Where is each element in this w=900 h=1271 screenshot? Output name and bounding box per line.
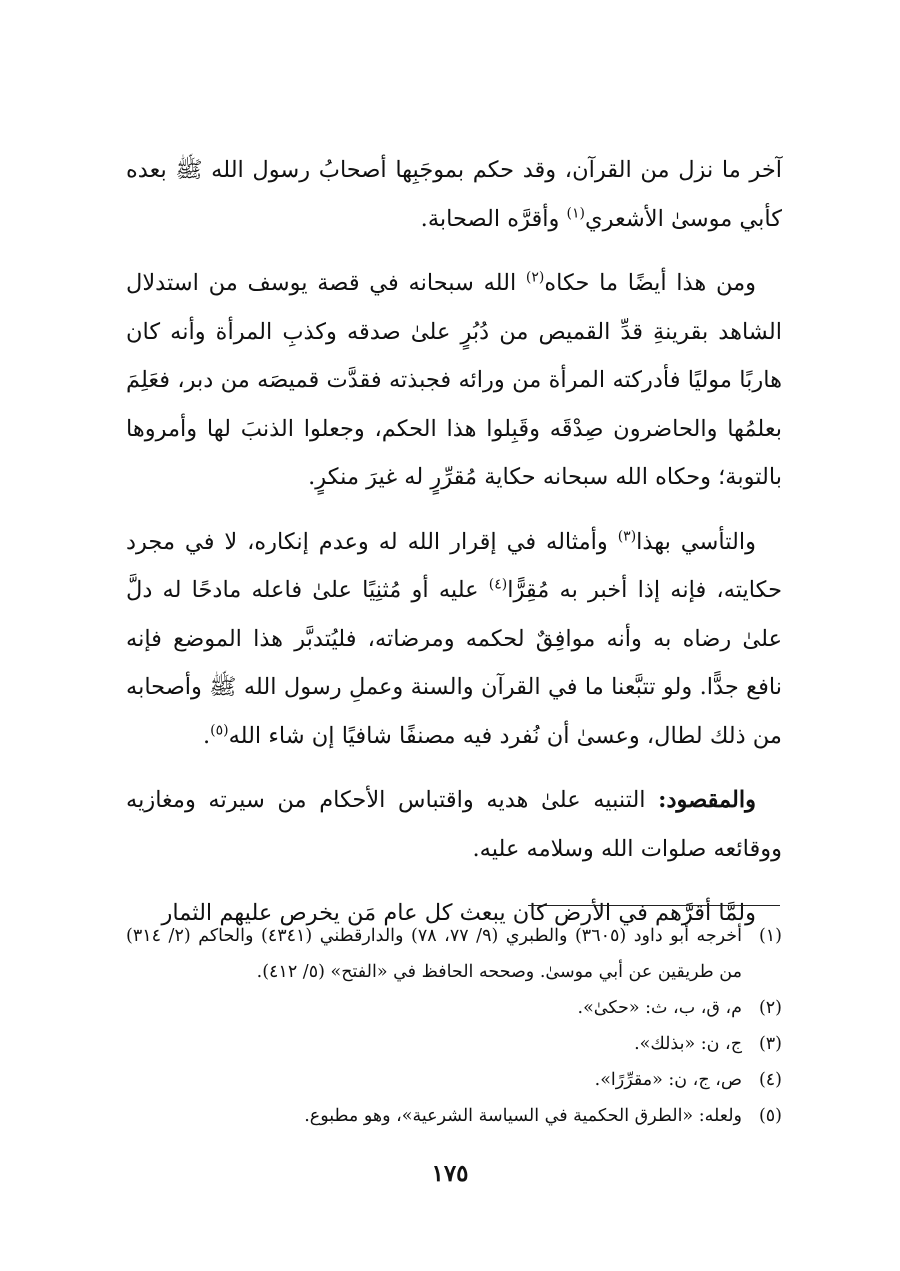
footnote-number: (٥) bbox=[758, 1106, 782, 1126]
footnote-ref-1: (١) bbox=[566, 205, 585, 221]
footnotes bbox=[126, 918, 782, 1134]
page-number: ١٧٥ bbox=[431, 1160, 469, 1187]
text-run: وأقرَّه الصحابة. bbox=[420, 205, 567, 232]
footnote-4 bbox=[126, 1062, 782, 1098]
text-run: عليه أو مُثنِيًا علىٰ فاعله مادحًا له دلَّ علىٰ رضاه به وأنه موافِقٌ لحكمه ومرضاته، فليُتدبَّر هذا الموضع فإنه نافع جدًّا. ولو تتبَّعنا ما في القرآن والسنة وعملِ رسول الله ﷺ وأصحابه من ذلك لطال، وعسىٰ أن نُفرد فيه مصنفًا شافيًا إن شاء الله bbox=[126, 577, 782, 749]
text-run: التنبيه علىٰ هديه واقتباس الأحكام من سيرته ومغازيه ووقائعه صلوات الله وسلامه عليه. bbox=[126, 787, 782, 862]
text-run: وأمثاله في إقرار الله له وعدم إنكاره، لا في مجرد حكايته، فإنه إذا أخبر به مُقِرًّا bbox=[126, 528, 782, 603]
footnote-text: ص، ج، ن: «مقرِّرًا». bbox=[594, 1070, 742, 1090]
footnote-text: ج، ن: «بذلك». bbox=[634, 1034, 742, 1054]
footnote-text: ولعله: «الطرق الحكمية في السياسة الشرعية»، وهو مطبوع. bbox=[304, 1106, 742, 1126]
paragraph-lead: والمقصود: bbox=[658, 787, 756, 813]
footnote-5 bbox=[126, 1098, 782, 1134]
paragraph-3 bbox=[126, 518, 782, 761]
main-text bbox=[126, 146, 782, 954]
text-run: آخر ما نزل من القرآن، وقد حكم بموجَبِها أصحابُ رسول الله ﷺ بعده كأبي موسىٰ الأشعري bbox=[126, 157, 782, 232]
text-run: والتأسي بهذا bbox=[636, 528, 757, 555]
paragraph-2 bbox=[126, 259, 782, 502]
footnote-1 bbox=[126, 918, 782, 990]
footnote-2 bbox=[126, 990, 782, 1026]
text-run: الله سبحانه في قصة يوسف من استدلال الشاهد بقرينةِ قدِّ القميص من دُبُرٍ علىٰ صدقه وكذبِ المرأة وأنه كان هاربًا موليًا فأدركته المرأة من ورائه فجبذته فقدَّت قميصَه من دبر، فعَلِمَ بعلمُها والحاضرون صِدْقَه وقَبِلوا هذا الحكم، وجعلوا الذنبَ لها وأمروها بالتوبة؛ وحكاه الله سبحانه حكاية مُقرِّرٍ له غيرَ منكرٍ. bbox=[126, 270, 782, 490]
footnote-number: (٢) bbox=[758, 998, 782, 1018]
footnote-text: أخرجه أبو داود (٣٦٠٥) والطبري (٩/ ٧٧، ٧٨) والدارقطني (٤٣٤١) والحاكم (٢/ ٣١٤) من طريقين عن أبي موسىٰ. وصححه الحافظ في «الفتح» (٥/ ٤١٢). bbox=[126, 926, 742, 982]
footnote-separator bbox=[528, 905, 780, 906]
footnote-3 bbox=[126, 1026, 782, 1062]
footnote-text: م، ق، ب، ث: «حكىٰ». bbox=[577, 998, 742, 1018]
paragraph-1 bbox=[126, 146, 782, 243]
footnote-number: (٣) bbox=[758, 1034, 782, 1054]
text-run: ومن هذا أيضًا ما حكاه bbox=[544, 270, 756, 296]
footnote-ref-3: (٣) bbox=[617, 528, 637, 544]
footnote-number: (١) bbox=[758, 926, 782, 946]
footnote-ref-2: (٢) bbox=[525, 269, 545, 286]
text-run: ولمَّا أقرَّهم في الأرض كان يبعث كل عام مَن يخرص عليهم الثمار bbox=[161, 900, 756, 926]
footnote-number: (٤) bbox=[758, 1070, 782, 1090]
text-run: . bbox=[202, 722, 211, 749]
footnote-ref-5: (٥) bbox=[210, 722, 229, 738]
paragraph-4 bbox=[126, 776, 782, 873]
footnote-ref-4: (٤) bbox=[488, 576, 508, 593]
